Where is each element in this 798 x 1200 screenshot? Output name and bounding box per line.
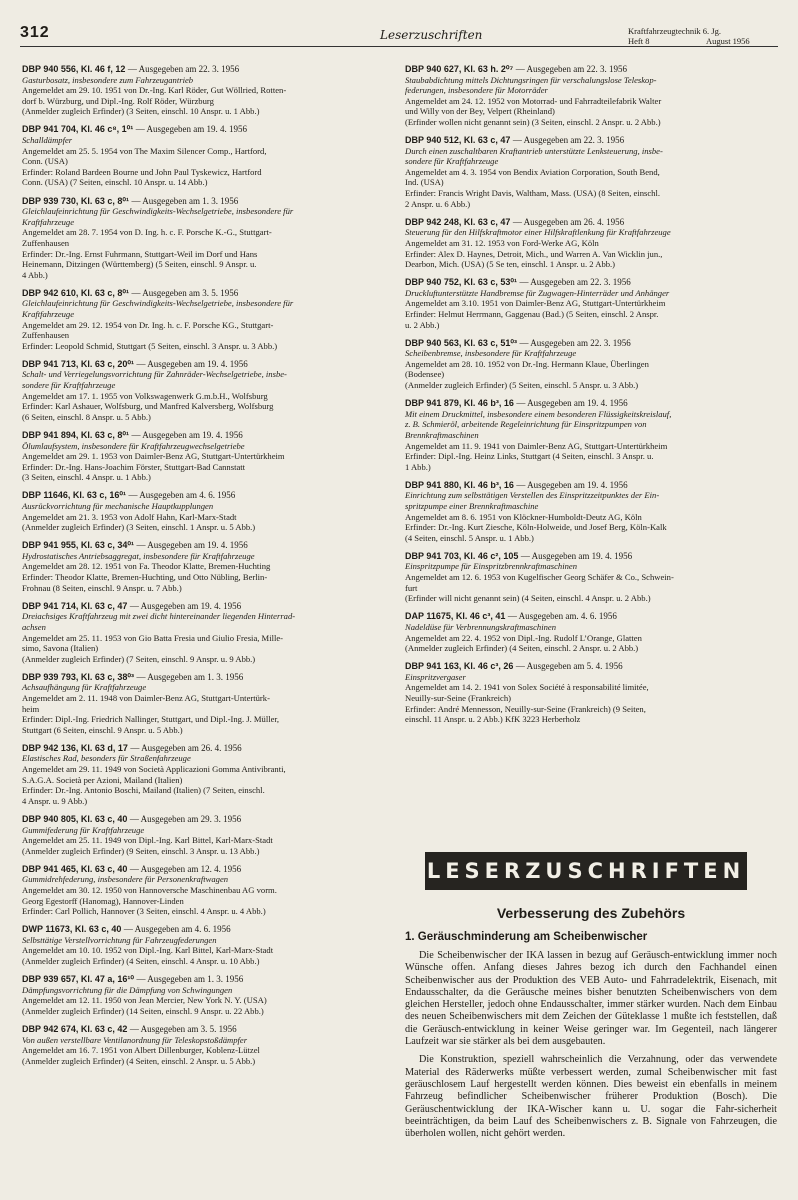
patent-detail: Conn. (USA) (7 Seiten, einschl. 10 Anspr. u. 14 Abb.) xyxy=(22,177,208,188)
issue-date: August 1956 xyxy=(706,36,750,46)
patent-title: Selbsttätige Verstellvorrichtung für Fahrzeugfederungen xyxy=(22,934,217,945)
patent-title: Gummifederung für Kraftfahrzeuge xyxy=(22,824,145,835)
patent-detail: heim xyxy=(22,703,40,714)
patent-title: Einspritzvergaser xyxy=(405,671,466,682)
patent-detail: Angemeldet am 12. 11. 1950 von Jean Mercier, New York N. Y. (USA) xyxy=(22,995,267,1006)
patent-detail: 4 Abb.) xyxy=(22,269,48,280)
patent-number xyxy=(22,430,390,441)
patent-id: DBP 940 752, Kl. 63 c, 53⁰¹ xyxy=(405,277,518,288)
patent-number xyxy=(22,601,390,612)
issue-date: — Ausgegeben am 19. 4. 1956 xyxy=(136,358,248,369)
patent-title: Gleichlaufeinrichtung für Geschwindigkeits-Wechselgetriebe, insbesondere für xyxy=(22,206,294,217)
patent-id: DBP 939 730, Kl. 63 c, 8⁰¹ xyxy=(22,195,130,206)
patent-detail: Angemeldet am 21. 3. 1953 von Adolf Hahn, Karl-Marx-Stadt xyxy=(22,511,237,522)
issue-date: — Ausgegeben am 19. 4. 1956 xyxy=(516,479,628,490)
patent-id: DBP 941 880, Kl. 46 b³, 16 xyxy=(405,479,514,490)
patent-detail: (Erfinder wollen nicht genannt sein) (3 Seiten, einschl. 2 Anspr. u. 2 Abb.) xyxy=(405,116,661,127)
patent-entry xyxy=(22,196,390,281)
patent-detail: Angemeldet am 14. 2. 1941 von Solex Société à responsabilité limitée, xyxy=(405,682,649,693)
patent-detail: (Anmelder zugleich Erfinder) (4 Seiten, einschl. 2 Anspr. u. 2 Abb.) xyxy=(405,643,639,654)
patent-detail: Angemeldet am 16. 7. 1951 von Albert Dillenburger, Koblenz-Lützel xyxy=(22,1045,260,1056)
patent-id: DBP 941 879, Kl. 46 b³, 16 xyxy=(405,398,514,409)
issue-date: — Ausgegeben am 22. 3. 1956 xyxy=(515,64,627,74)
patent-entry xyxy=(405,480,777,544)
patent-detail: Erfinder: Dr.-Ing. Antonio Boschi, Mailand (Italien) (7 Seiten, einschl. xyxy=(22,785,265,796)
patent-detail: Angemeldet am 11. 9. 1941 von Daimler-Benz AG, Stuttgart-Untertürkheim xyxy=(405,440,668,451)
patent-detail: (Anmelder zugleich Erfinder) (9 Seiten, einschl. 3 Anspr. u. 13 Abb.) xyxy=(22,845,260,856)
patent-entry xyxy=(22,864,390,917)
patent-detail: Angemeldet am 24. 12. 1952 von Motorrad- und Fahrradteilefabrik Walter xyxy=(405,95,662,106)
patent-number xyxy=(405,135,777,146)
patent-number xyxy=(22,359,390,370)
patent-entry xyxy=(22,974,390,1016)
patent-number xyxy=(22,814,390,825)
patent-id: DBP 940 563, Kl. 63 c, 51⁰³ xyxy=(405,337,518,348)
patent-number xyxy=(405,217,777,228)
issue-date: — Ausgegeben am 1. 3. 1956 xyxy=(136,671,244,682)
patent-number xyxy=(405,338,777,349)
article-title: Verbesserung des Zubehörs xyxy=(496,905,686,921)
issue-date: — Ausgegeben am 26. 4. 1956 xyxy=(130,742,242,753)
patent-title: achsen xyxy=(22,621,46,632)
patent-number xyxy=(22,672,390,683)
patent-title: Mit einem Druckmittel, insbesondere einem besonderen Flüssigkeitskreislauf, xyxy=(405,408,672,419)
patent-id: DBP 939 657, Kl. 47 a, 16¹⁰ xyxy=(22,974,135,985)
patent-detail: (Anmelder zugleich Erfinder) (3 Seiten, einschl. 10 Anspr. u. 1 Abb.) xyxy=(22,106,260,117)
issue-date: — Ausgegeben am 3. 5. 1956 xyxy=(129,1024,237,1034)
patent-id: DBP 941 163, Kl. 46 c³, 26 xyxy=(405,661,514,672)
patent-title: Dämpfungsvorrichtung für die Dämpfung von Schwingungen xyxy=(22,984,233,995)
patent-id: DBP 942 248, Kl. 63 c, 47 xyxy=(405,216,511,227)
patent-entry xyxy=(405,64,777,128)
issue-date: — Ausgegeben am. 4. 6. 1956 xyxy=(507,611,617,622)
patent-number xyxy=(22,64,390,75)
patent-title: Hydrostatisches Antriebsaggregat, insbesondere für Kraftfahrzeuge xyxy=(22,550,255,561)
patent-title: Steuerung für den Hilfskraftmotor einer Hilfskraftlenkung für Kraftfahrzeuge xyxy=(405,227,671,238)
patent-detail: Neuilly-sur-Seine (Frankreich) xyxy=(405,692,512,703)
patent-detail: Angemeldet am 28. 10. 1952 von Dr.-Ing. Hermann Klaue, Überlingen xyxy=(405,358,649,369)
patent-detail: Heinemann, Ditzingen (Württemberg) (5 Seiten, einschl. 9 Anspr. u. xyxy=(22,259,257,270)
patent-detail: 4 Anspr. u. 9 Abb.) xyxy=(22,795,88,806)
patent-title: Elastisches Rad, besonders für Straßenfahrzeuge xyxy=(22,753,191,764)
patent-detail: Erfinder: Francis Wright Davis, Waltham, Mass. (USA) (8 Seiten, einschl. xyxy=(405,188,660,199)
issue-date: — Ausgegeben am 19. 4. 1956 xyxy=(136,540,248,551)
patent-entry xyxy=(405,661,777,725)
patent-number xyxy=(22,540,390,551)
issue-date: — Ausgegeben am 29. 3. 1956 xyxy=(129,813,242,824)
patent-number xyxy=(22,974,390,985)
patent-number xyxy=(22,864,390,875)
patent-title: Ölumlaufsystem, insbesondere für Kraftfahrzeugwechselgetriebe xyxy=(22,440,245,451)
patent-id: DAP 11675, Kl. 46 c³, 41 xyxy=(405,611,506,622)
patent-id: DBP 940 512, Kl. 63 c, 47 xyxy=(405,135,511,146)
article-paragraph: Die Scheibenwischer der IKA lassen in bezug auf Geräusch-entwicklung immer noch Wünsche offen. Anfang dieses Jahres bezog ich durch den Fachhandel einen Scheibenwischer aus der Produktion des VEB Auto- und Fahrradelektrik, Eisenach, mit Endausschalter, da die Geräusche meines bisher benutzten Scheibenwischers von dem gleichen Hersteller, jedoch ohne Endausschalter, immer stärker wurden. Nach dem Einbau des neuen Scheibenwischers mit dem Zeichen der Güteklasse 1 mußte ich feststellen, daß die Geräusch-entwicklung in keiner Weise geringer war. Im Gegenteil, nach längerer Laufzeit war sie stärker als bei dem ausgebauten. xyxy=(405,950,777,1048)
journal-info xyxy=(628,26,778,46)
patent-title: sondere für Kraftfahrzeuge xyxy=(405,156,499,167)
issue-date: — Ausgegeben am 12. 4. 1956 xyxy=(129,863,242,874)
patent-title: Einspritzpumpe für Einspritzbrennkraftmaschinen xyxy=(405,561,578,572)
patent-id: DBP 941 465, Kl. 63 c, 40 xyxy=(22,863,128,874)
patent-detail: Angemeldet am 28. 7. 1954 von D. Ing. h. c. F. Porsche K.-G., Stuttgart- xyxy=(22,227,272,238)
patent-detail: (Anmelder zugleich Erfinder) (7 Seiten, einschl. 9 Anspr. u. 9 Abb.) xyxy=(22,653,256,664)
patent-detail: (Anmelder zugleich Erfinder) (5 Seiten, einschl. 5 Anspr. u. 3 Abb.) xyxy=(405,380,639,391)
issue-date: — Ausgegeben am 19. 4. 1956 xyxy=(520,550,633,561)
patent-detail: Erfinder: Dr.-Ing. Kurt Ziesche, Köln-Holweide, und Josef Berg, Köln-Kalk xyxy=(405,522,667,533)
patent-entry xyxy=(22,924,390,966)
patent-number xyxy=(22,490,390,501)
patent-detail: Angemeldet am 29. 1. 1953 von Daimler-Benz AG, Stuttgart-Untertürkheim xyxy=(22,451,285,462)
patent-entry xyxy=(22,288,390,352)
patent-detail: Angemeldet am 25. 11. 1953 von Gio Batta Fresia und Giulio Fresia, Mille- xyxy=(22,632,284,643)
patent-title: Gummidrehfederung, insbesondere für Personenkraftwagen xyxy=(22,874,229,885)
issue-date: — Ausgegeben am 22. 3. 1956 xyxy=(519,337,631,348)
patent-id: DBP 942 610, Kl. 63 c, 8⁰¹ xyxy=(22,287,130,298)
patent-number xyxy=(22,196,390,207)
patent-detail: simo, Savona (Italien) xyxy=(22,643,99,654)
article-subtitle: 1. Geräuschminderung am Scheibenwischer xyxy=(405,931,648,943)
issue-date: — Ausgegeben am 19. 4. 1956 xyxy=(135,124,248,135)
patent-entry xyxy=(22,430,390,483)
patent-detail: (6 Seiten, einschl. 8 Anspr. u. 5 Abb.) xyxy=(22,411,151,422)
patent-list-right xyxy=(405,64,777,732)
patent-entry xyxy=(22,1024,390,1066)
patent-detail: Zuffenhausen xyxy=(22,237,70,248)
patent-detail: Erfinder: Leopold Schmid, Stuttgart (5 Seiten, einschl. 3 Anspr. u. 3 Abb.) xyxy=(22,340,278,351)
patent-entry xyxy=(22,601,390,665)
patent-detail: Ind. (USA) xyxy=(405,177,444,188)
patent-detail: Angemeldet am 30. 12. 1950 von Hannoversche Maschinenbau AG vorm. xyxy=(22,884,277,895)
patent-number xyxy=(22,743,390,754)
patent-detail: u. 2 Abb.) xyxy=(405,319,440,330)
patent-title: Einrichtung zum selbsttätigen Verstellen des Einspritzzeitpunktes der Ein- xyxy=(405,490,660,501)
patent-id: DBP 942 136, Kl. 63 d, 17 xyxy=(22,742,128,753)
patent-title: Gasturbosatz, insbesondere zum Fahrzeugantrieb xyxy=(22,74,194,85)
patent-title: Von außen verstellbare Ventilanordnung für Teleskopstoßdämpfer xyxy=(22,1034,248,1045)
patent-detail: Angemeldet am 29. 10. 1951 von Dr.-Ing. Karl Röder, Gut Wöllried, Rotten- xyxy=(22,85,287,96)
patent-detail: Angemeldet am 2. 11. 1948 von Daimler-Benz AG, Stuttgart-Untertürk- xyxy=(22,692,270,703)
patent-entry xyxy=(22,672,390,736)
patent-detail: Angemeldet am 10. 10. 1952 von Dipl.-Ing. Karl Bittel, Karl-Marx-Stadt xyxy=(22,945,274,956)
issue-date: — Ausgegeben am 1. 3. 1956 xyxy=(136,974,244,985)
issue-date: — Ausgegeben am 22. 3. 1956 xyxy=(519,277,631,288)
issue-date: — Ausgegeben am 5. 4. 1956 xyxy=(515,661,623,672)
patent-detail: Erfinder: Dipl.-Ing. Friedrich Nallinger, Stuttgart, und Dipl.-Ing. J. Müller, xyxy=(22,714,280,725)
patent-entry xyxy=(405,217,777,270)
issue-date: — Ausgegeben am 4. 6. 1956 xyxy=(123,924,231,935)
patent-number xyxy=(405,661,777,672)
patent-title: spritzpumpe einer Brennkraftmaschine xyxy=(405,500,539,511)
patent-detail: und Willy von der Bey, Velpert (Rheinland) xyxy=(405,106,555,117)
patent-id: DBP 942 674, Kl. 63 c, 42 xyxy=(22,1024,128,1034)
patent-detail: Stuttgart (6 Seiten, einschl. 9 Anspr. u. 5 Abb.) xyxy=(22,724,183,735)
patent-detail: Angemeldet am 17. 1. 1955 von Volkswagenwerk G.m.b.H., Wolfsburg xyxy=(22,390,268,401)
patent-entry xyxy=(22,540,390,593)
patent-title: Dreiachsiges Kraftfahrzeug mit zwei dicht hintereinander liegenden Hinterrad- xyxy=(22,611,296,622)
patent-entry xyxy=(22,490,390,532)
issue-date: — Ausgegeben am 26. 4. 1956 xyxy=(512,216,625,227)
patent-title: Gleichlaufeinrichtung für Geschwindigkeits-Wechselgetriebe, insbesondere für xyxy=(22,298,294,309)
patent-detail: Georg Egestorff (Hanomag), Hannover-Linden xyxy=(22,895,184,906)
patent-list-left xyxy=(22,64,390,1074)
patent-entry xyxy=(22,359,390,423)
patent-detail: dorf b. Würzburg, und Dipl.-Ing. Rolf Röder, Würzburg xyxy=(22,95,214,106)
patent-detail: 1 Abb.) xyxy=(405,461,431,472)
patent-number xyxy=(22,124,390,135)
patent-entry xyxy=(22,124,390,188)
patent-id: DBP 941 703, Kl. 46 c², 105 xyxy=(405,550,519,561)
patent-detail: Angemeldet am 28. 12. 1951 von Fa. Theodor Klatte, Bremen-Huchting xyxy=(22,561,271,572)
patent-number xyxy=(22,1024,390,1035)
patent-detail: (Anmelder zugleich Erfinder) (3 Seiten, einschl. 1 Anspr. u. 5 Abb.) xyxy=(22,522,256,533)
patent-title: federungen, insbesondere für Motorräder xyxy=(405,85,548,96)
issue-date: — Ausgegeben am 19. 4. 1956 xyxy=(129,600,242,611)
article-body xyxy=(405,950,777,1146)
patent-title: Schalldämpfer xyxy=(22,135,73,146)
patent-detail: Angemeldet am 3.10. 1951 von Daimler-Benz AG, Stuttgart-Untertürkheim xyxy=(405,298,666,309)
patent-title: Kraftfahrzeuge xyxy=(22,216,75,227)
patent-detail: Angemeldet am 25. 11. 1949 von Dipl.-Ing. Karl Bittel, Karl-Marx-Stadt xyxy=(22,835,273,846)
patent-detail: Angemeldet am 31. 12. 1953 von Ford-Werke AG, Köln xyxy=(405,237,599,248)
patent-detail: einschl. 11 Anspr. u. 2 Abb.) KfK 3223 Herberholz xyxy=(405,714,581,725)
patent-entry xyxy=(405,277,777,330)
patent-id: DBP 939 793, Kl. 63 c, 38⁰³ xyxy=(22,671,135,682)
patent-detail: Erfinder: Theodor Klatte, Bremen-Huchting, und Otto Nübling, Berlin- xyxy=(22,572,268,583)
patent-detail: Angemeldet am 25. 5. 1954 von The Maxim Silencer Comp., Hartford, xyxy=(22,145,267,156)
patent-detail: (Anmelder zugleich Erfinder) (4 Seiten, einschl. 4 Anspr. u. 10 Abb.) xyxy=(22,956,260,967)
patent-id: DBP 11646, Kl. 63 c, 16⁰¹ xyxy=(22,490,127,501)
patent-title: z. B. Schmieröl, arbeitende Regeleinrichtung für Einspritzpumpen von xyxy=(405,419,647,430)
patent-id: DBP 941 955, Kl. 63 c, 34⁰¹ xyxy=(22,540,135,551)
page-number: 312 xyxy=(20,24,50,41)
patent-number xyxy=(405,551,777,562)
patent-entry xyxy=(405,135,777,209)
journal-name: Kraftfahrzeugtechnik 6. Jg. xyxy=(628,26,721,36)
patent-detail: Angemeldet am 22. 4. 1952 von Dipl.-Ing. Rudolf L’Orange, Glatten xyxy=(405,632,642,643)
patent-title: Schalt- und Verriegelungsvorrichtung für Zahnräder-Wechselgetriebe, insbe- xyxy=(22,369,287,380)
patent-entry xyxy=(405,611,777,653)
patent-detail: (Anmelder zugleich Erfinder) (4 Seiten, einschl. 2 Anspr. u. 5 Abb.) xyxy=(22,1055,256,1066)
patent-detail: (Erfinder will nicht genannt sein) (4 Seiten, einschl. 4 Anspr. u. 2 Abb.) xyxy=(405,593,651,604)
issue-date: — Ausgegeben am 19. 4. 1956 xyxy=(131,429,243,440)
patent-id: DBP 941 714, Kl. 63 c, 47 xyxy=(22,600,128,611)
patent-detail: Erfinder: Roland Bardeen Bourne und John Paul Tyskewicz, Hartford xyxy=(22,166,262,177)
patent-title: Kraftfahrzeuge xyxy=(22,308,75,319)
patent-entry xyxy=(22,743,390,807)
patent-detail: Erfinder: Carl Pollich, Hannover (3 Seiten, einschl. 4 Anspr. u. 4 Abb.) xyxy=(22,906,266,917)
patent-title: Ausrückvorrichtung für mechanische Hauptkupplungen xyxy=(22,500,214,511)
patent-detail: Erfinder: Dr.-Ing. Ernst Fuhrmann, Stuttgart-Weil im Dorf und Hans xyxy=(22,248,258,259)
patent-entry xyxy=(405,398,777,472)
patent-id: DBP 940 627, Kl. 63 h. 2⁰⁷ xyxy=(405,64,514,74)
patent-title: Nadeldüse für Verbrennungskraftmaschinen xyxy=(405,621,557,632)
patent-detail: Conn. (USA) xyxy=(22,156,68,167)
patent-detail: Angemeldet am 8. 6. 1951 von Klöckner-Humboldt-Deutz AG, Köln xyxy=(405,511,642,522)
patent-title: Brennkraftmaschinen xyxy=(405,429,479,440)
patent-detail: Zuffenhausen xyxy=(22,330,70,341)
patent-number xyxy=(405,480,777,491)
patent-number xyxy=(405,611,777,622)
patent-detail: Angemeldet am 29. 12. 1954 von Dr. Ing. h. c. F. Porsche KG., Stuttgart- xyxy=(22,319,274,330)
patent-number xyxy=(22,288,390,299)
patent-detail: (4 Seiten, einschl. 5 Anspr. u. 1 Abb.) xyxy=(405,532,534,543)
patent-detail: Erfinder: Karl Ashauer, Wolfsburg, und Manfred Kalversberg, Wolfsburg xyxy=(22,401,274,412)
patent-id: DBP 940 805, Kl. 63 c, 40 xyxy=(22,813,128,824)
patent-detail: Dearbon, Mich. (USA) (5 Se ten, einschl. 1 Anspr. u. 2 Abb.) xyxy=(405,259,616,270)
patent-detail: S.A.G.A. Società per Azioni, Mailand (Italien) xyxy=(22,774,183,785)
section-title: Leserzuschriften xyxy=(380,28,483,42)
patent-title: Staubabdichtung mittels Dichtungsringen für verschalungslose Teleskop- xyxy=(405,74,657,85)
patent-detail: Frohnau (8 Seiten, einschl. 9 Anspr. u. 7 Abb.) xyxy=(22,582,182,593)
patent-entry xyxy=(405,338,777,391)
section-banner: LESERZUSCHRIFTEN xyxy=(425,852,747,890)
patent-number xyxy=(405,398,777,409)
patent-number xyxy=(22,924,390,935)
patent-detail: Erfinder: Helmut Herrmann, Gaggenau (Bad.) (5 Seiten, einschl. 2 Anspr. xyxy=(405,308,659,319)
issue-date: — Ausgegeben am 4. 6. 1956 xyxy=(128,490,236,501)
patent-detail: furt xyxy=(405,582,418,593)
patent-detail: (Bodensee) xyxy=(405,369,445,380)
issue-date: — Ausgegeben am 19. 4. 1956 xyxy=(516,398,628,409)
patent-detail: Erfinder: Alex D. Haynes, Detroit, Mich., und Warren A. Van Wicklin jun., xyxy=(405,248,663,259)
patent-id: DBP 941 894, Kl. 63 c, 8⁰¹ xyxy=(22,429,130,440)
issue-date: — Ausgegeben am 3. 5. 1956 xyxy=(131,287,239,298)
patent-id: DBP 941 713, Kl. 63 c, 20⁰¹ xyxy=(22,358,135,369)
patent-detail: Angemeldet am 29. 11. 1949 von Società Applicazioni Gomma Antivibranti, xyxy=(22,764,286,775)
patent-detail: (Anmelder zugleich Erfinder) (14 Seiten, einschl. 9 Anspr. u. 22 Abb.) xyxy=(22,1005,264,1016)
patent-detail: Erfinder: Dipl.-Ing. Heinz Links, Stuttgart (4 Seiten, einschl. 3 Anspr. u. xyxy=(405,451,654,462)
patent-detail: 2 Anspr. u. 6 Abb.) xyxy=(405,198,471,209)
patent-title: Scheibenbremse, insbesondere für Kraftfahrzeuge xyxy=(405,348,577,359)
issue-date: — Ausgegeben am 1. 3. 1956 xyxy=(131,195,239,206)
patent-title: Achsaufhängung für Kraftfahrzeuge xyxy=(22,682,147,693)
patent-entry xyxy=(22,814,390,856)
patent-title: Durch einen zuschaltbaren Kraftantrieb unterstützte Lenksteuerung, insbe- xyxy=(405,145,663,156)
patent-title: Druckluftunterstützte Handbremse für Zugwagen-Hinterräder und Anhänger xyxy=(405,287,670,298)
patent-title: sondere für Kraftfahrzeuge xyxy=(22,380,116,391)
patent-detail: Angemeldet am 4. 3. 1954 von Bendix Aviation Corporation, South Bend, xyxy=(405,166,660,177)
issue-number: Heft 8 xyxy=(628,36,650,46)
patent-detail: Erfinder: André Mennesson, Neuilly-sur-Seine (Frankreich) (9 Seiten, xyxy=(405,703,646,714)
patent-detail: (3 Seiten, einschl. 4 Anspr. u. 1 Abb.) xyxy=(22,472,151,483)
patent-id: DWP 11673, Kl. 63 c, 40 xyxy=(22,924,122,935)
patent-entry xyxy=(22,64,390,117)
patent-number xyxy=(405,277,777,288)
patent-entry xyxy=(405,551,777,604)
patent-detail: Erfinder: Dr.-Ing. Hans-Joachim Förster, Stuttgart-Bad Cannstatt xyxy=(22,461,246,472)
patent-number xyxy=(405,64,777,75)
patent-id: DBP 940 556, Kl. 46 f, 12 xyxy=(22,64,126,74)
issue-date: — Ausgegeben am 22. 3. 1956 xyxy=(127,64,240,74)
patent-id: DBP 941 704, Kl. 46 c⁸, 1⁰¹ xyxy=(22,124,134,135)
patent-detail: Angemeldet am 12. 6. 1953 von Kugelfischer Georg Schäfer & Co., Schwein- xyxy=(405,572,674,583)
page-header xyxy=(20,24,778,47)
article-paragraph: Die Konstruktion, speziell wahrscheinlich die Verzahnung, oder das verwendete Material des Räderwerks müßte verbessert werden, zumal Scheibenwischer mit fast geräuschlosem Lauf hergestellt werden können. Dies beweist ein ebenfalls in meinem Fahrzeug befindlicher Scheibenwischer früherer Produktion (Bosch). Die Geräuschentwicklung der IKA-Wischer kann u. U. sogar die Fahr-sicherheit beeinträchtigen, da beim Lauf des Scheibenwischers z. B. Signale von Fahrzeugen, die überholen wollen, nicht gehört werden. xyxy=(405,1054,777,1140)
issue-date: — Ausgegeben am 22. 3. 1956 xyxy=(512,135,625,146)
